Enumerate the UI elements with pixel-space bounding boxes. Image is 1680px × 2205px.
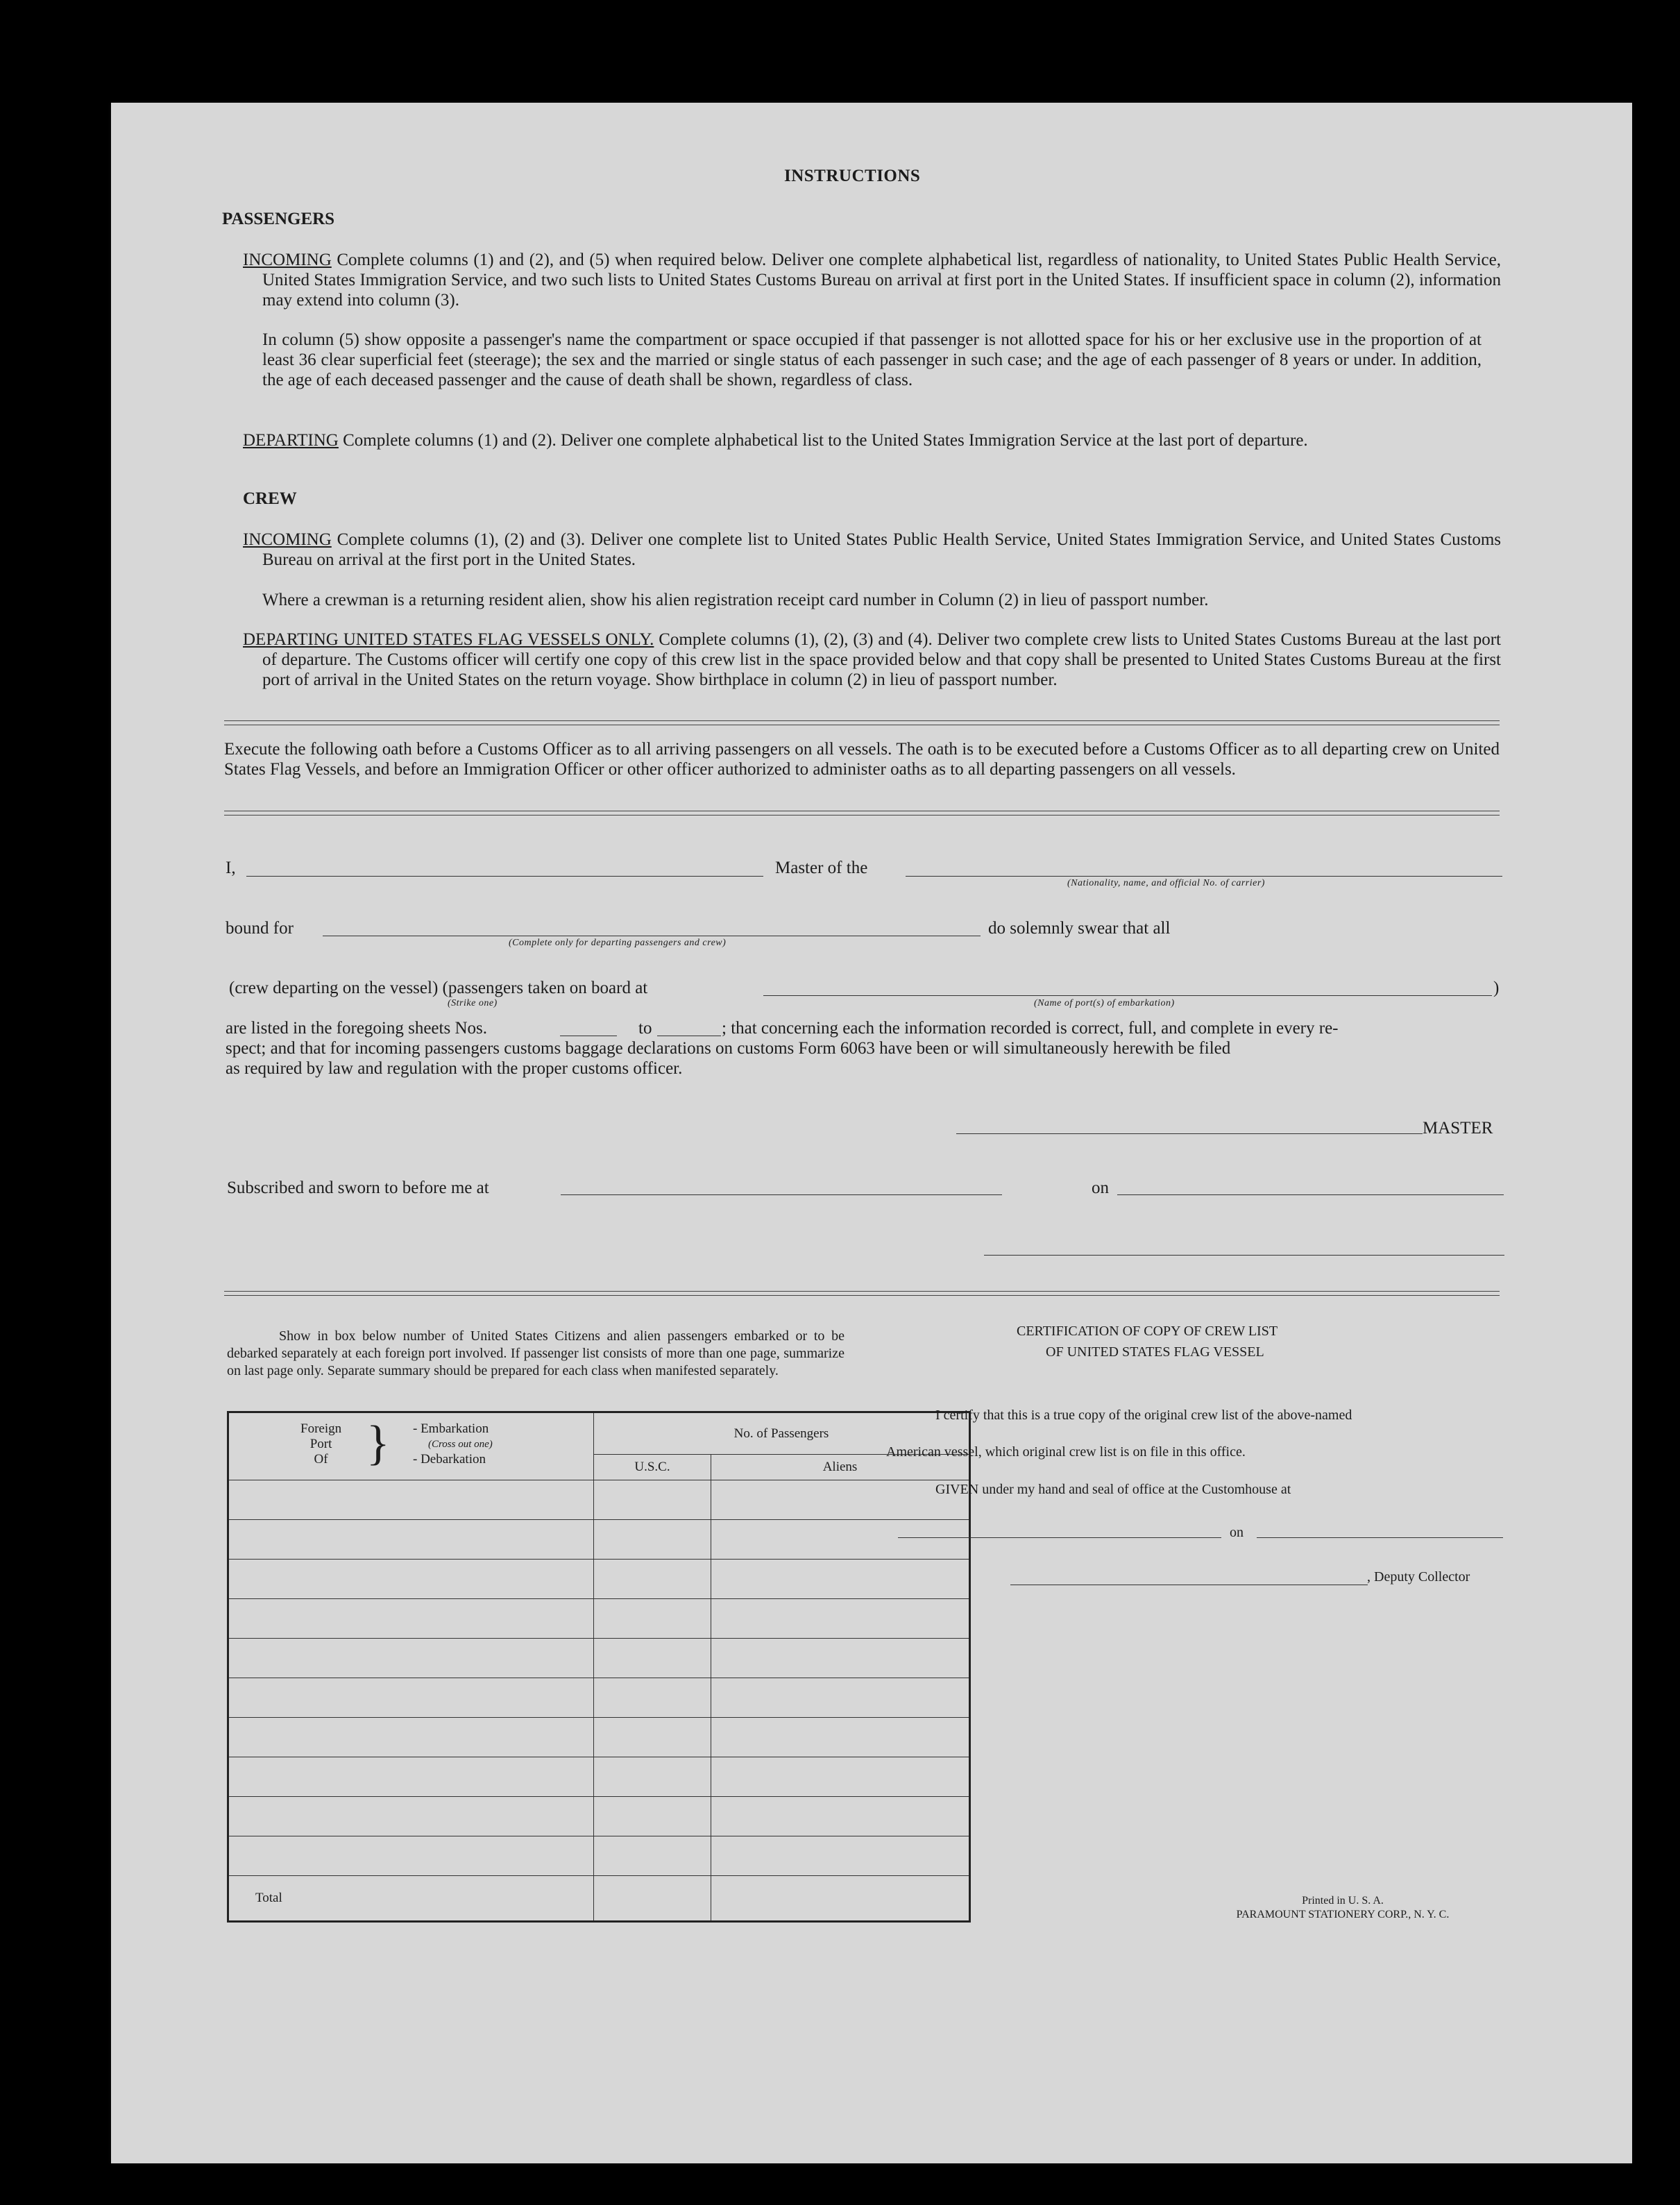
aliens-cell[interactable]	[711, 1836, 970, 1876]
master-label: MASTER	[1423, 1119, 1493, 1138]
port-cell[interactable]	[228, 1678, 594, 1718]
crew-departing-label: (crew departing on the vessel) (passengers taken on board at	[229, 979, 648, 997]
bound-for-caption: (Complete only for departing passengers and crew)	[509, 938, 727, 948]
subscribed-date-line[interactable]	[1117, 1194, 1504, 1195]
crew-departing-lead: DEPARTING UNITED STATES FLAG VESSELS ONLY.	[243, 630, 654, 649]
bound-for-label: bound for	[226, 919, 294, 938]
separator-rule	[224, 720, 1500, 725]
close-paren: )	[1493, 979, 1500, 997]
subscribed-label: Subscribed and sworn to before me at	[227, 1178, 489, 1197]
usc-cell[interactable]	[594, 1757, 711, 1797]
total-label: Total	[228, 1876, 594, 1922]
of-label: Of	[314, 1452, 328, 1467]
port-cell[interactable]	[228, 1599, 594, 1639]
passengers-departing-paragraph	[243, 430, 1501, 450]
certify-text-2: American vessel, which original crew list is on file in this office.	[886, 1444, 1246, 1460]
passengers-incoming-paragraph	[243, 250, 1501, 310]
usc-cell[interactable]	[594, 1797, 711, 1836]
aliens-cell[interactable]	[711, 1599, 970, 1639]
crew-crewman-paragraph: Where a crewman is a returning resident alien, show his alien registration receipt card number in Column (2) in lieu of passport number.	[262, 591, 1209, 609]
crew-incoming-text: Complete columns (1), (2) and (3). Deliver one complete list to United States Public Health Service, United States Immigration Service, and United States Customs Bureau on arrival at the first port in the United States.	[262, 530, 1501, 569]
usc-cell[interactable]	[594, 1480, 711, 1520]
passenger-summary-table	[227, 1411, 971, 1923]
table-row	[228, 1599, 970, 1639]
usc-total-cell[interactable]	[594, 1876, 711, 1922]
passengers-incoming-lead: INCOMING	[243, 251, 332, 269]
master-name-line[interactable]	[246, 876, 763, 877]
strike-one-caption: (Strike one)	[448, 998, 498, 1008]
instructions-title: INSTRUCTIONS	[784, 167, 921, 185]
usc-cell[interactable]	[594, 1718, 711, 1757]
aliens-cell[interactable]	[711, 1757, 970, 1797]
table-row	[228, 1480, 970, 1520]
carrier-line[interactable]	[906, 876, 1502, 877]
certification-title-1: CERTIFICATION OF COPY OF CREW LIST	[1017, 1324, 1278, 1339]
deputy-collector-label: , Deputy Collector	[1367, 1569, 1470, 1585]
master-of-the-label: Master of the	[775, 859, 868, 877]
passengers-incoming-text: Complete columns (1) and (2), and (5) when required below. Deliver one complete alphabetical list, regardless of nationality, to United States Public Health Service, United States Immigration Service, and two such lists to United States Customs Bureau on arrival at first port in the United States. If insufficient space in column (2), information may extend into column (3).	[262, 251, 1501, 310]
aliens-cell[interactable]	[711, 1520, 970, 1560]
port-cell[interactable]	[228, 1560, 594, 1599]
certify-text-1: I certify that this is a true copy of the original crew list of the above-named	[935, 1408, 1352, 1423]
passengers-column5-paragraph: In column (5) show opposite a passenger's name the compartment or space occupied if that passenger is not allotted space for his or her exclusive use in the proportion of at least 36 clear superficial feet (steerage); the sex and the married or single status of each passenger in such case; and the age of each passenger of 8 years or under. In addition, the age of each deceased passenger and the cause of death shall be shown, regardless of class.	[262, 330, 1482, 389]
table-row	[228, 1718, 970, 1757]
listed-text-3: as required by law and regulation with the proper customs officer.	[226, 1059, 683, 1078]
aliens-cell[interactable]	[711, 1678, 970, 1718]
oath-i-label: I,	[226, 859, 236, 877]
usc-cell[interactable]	[594, 1520, 711, 1560]
aliens-cell[interactable]	[711, 1797, 970, 1836]
table-row	[228, 1639, 970, 1678]
cross-out-label: (Cross out one)	[428, 1439, 493, 1450]
aliens-cell[interactable]	[711, 1480, 970, 1520]
master-signature-line[interactable]	[956, 1133, 1423, 1134]
foreign-port-header	[228, 1412, 594, 1480]
passengers-departing-text: Complete columns (1) and (2). Deliver one complete alphabetical list to the United States Immigration Service at the last port of departure.	[338, 431, 1308, 450]
aliens-cell[interactable]	[711, 1639, 970, 1678]
usc-cell[interactable]	[594, 1560, 711, 1599]
aliens-total-cell[interactable]	[711, 1876, 970, 1922]
table-row	[228, 1797, 970, 1836]
aliens-cell[interactable]	[711, 1718, 970, 1757]
given-text: GIVEN under my hand and seal of office at the Customhouse at	[935, 1482, 1291, 1497]
table-row	[228, 1678, 970, 1718]
aliens-header: Aliens	[711, 1455, 970, 1480]
port-embarkation-line[interactable]	[763, 995, 1492, 996]
port-cell[interactable]	[228, 1639, 594, 1678]
embarkation-label: - Embarkation	[413, 1421, 489, 1436]
solemnly-swear-label: do solemnly swear that all	[988, 919, 1171, 938]
cert-on-label: on	[1230, 1525, 1244, 1540]
passengers-departing-lead: DEPARTING	[243, 431, 339, 450]
printer-imprint	[1180, 1894, 1506, 1922]
subscribed-place-line[interactable]	[561, 1194, 1002, 1195]
table-row	[228, 1520, 970, 1560]
port-cell[interactable]	[228, 1718, 594, 1757]
aliens-cell[interactable]	[711, 1560, 970, 1599]
nationality-caption: (Nationality, name, and official No. of carrier)	[1067, 878, 1265, 888]
port-cell[interactable]	[228, 1797, 594, 1836]
total-row	[228, 1876, 970, 1922]
listed-sheets-label: are listed in the foregoing sheets Nos.	[226, 1019, 487, 1038]
listed-to-label: to	[638, 1019, 652, 1038]
customhouse-line[interactable]	[898, 1537, 1221, 1538]
no-of-passengers-header: No. of Passengers	[594, 1412, 970, 1455]
crew-incoming-lead: INCOMING	[243, 530, 332, 549]
table-row	[228, 1560, 970, 1599]
table-row	[228, 1757, 970, 1797]
subscribed-on-label: on	[1092, 1178, 1109, 1197]
passengers-heading: PASSENGERS	[222, 210, 335, 228]
crew-incoming-paragraph	[243, 530, 1501, 570]
listed-text-1: ; that concerning each the information recorded is correct, full, and complete in every re-	[722, 1019, 1339, 1038]
separator-rule	[224, 811, 1500, 816]
printer-line-1: Printed in U. S. A.	[1302, 1895, 1384, 1907]
port-caption: (Name of port(s) of embarkation)	[1034, 998, 1175, 1008]
port-cell[interactable]	[228, 1757, 594, 1797]
debarkation-label: - Debarkation	[413, 1452, 486, 1467]
crew-heading: CREW	[243, 489, 297, 508]
crew-departing-text: Complete columns (1), (2), (3) and (4). Deliver two complete crew lists to United States Customs Bureau at the last port of departure. The Customs officer will certify one copy of this crew list in the space provided below and that copy shall be presented to United States Customs Bureau at the first port of arrival in the United States on the return voyage. Show birthplace in column (2) in lieu of passport number.	[262, 630, 1501, 689]
summary-note: Show in box below number of United States Citizens and alien passengers embarked or to be debarked separately at each foreign port involved. If passenger list consists of more than one page, summarize on last page only. Separate summary should be prepared for each class when manifested separately.	[227, 1328, 845, 1378]
oath-intro-paragraph: Execute the following oath before a Customs Officer as to all arriving passengers on all vessels. The oath is to be executed before a Customs Officer as to all departing crew on United States Flag Vessels, and before an Immigration Officer or other officer authorized to administer oaths as to all departing passengers on all vessels.	[224, 740, 1500, 779]
printer-line-2: PARAMOUNT STATIONERY CORP., N. Y. C.	[1236, 1909, 1450, 1920]
brace-symbol: }	[366, 1417, 390, 1470]
port-label: Port	[309, 1437, 332, 1451]
usc-cell[interactable]	[594, 1599, 711, 1639]
usc-cell[interactable]	[594, 1639, 711, 1678]
usc-cell[interactable]	[594, 1678, 711, 1718]
separator-rule	[224, 1291, 1500, 1296]
officer-signature-line[interactable]	[984, 1255, 1504, 1256]
listed-text-2: spect; and that for incoming passengers customs baggage declarations on customs Form 6063 have been or will simultaneously herewith be filed	[226, 1039, 1231, 1058]
usc-header: U.S.C.	[594, 1455, 711, 1480]
table-row	[228, 1836, 970, 1876]
port-cell[interactable]	[228, 1480, 594, 1520]
port-cell[interactable]	[228, 1836, 594, 1876]
usc-cell[interactable]	[594, 1836, 711, 1876]
certification-title-2: OF UNITED STATES FLAG VESSEL	[1046, 1344, 1264, 1360]
port-cell[interactable]	[228, 1520, 594, 1560]
foreign-label: Foreign	[300, 1421, 342, 1436]
cert-date-line[interactable]	[1257, 1537, 1503, 1538]
crew-departing-paragraph	[243, 630, 1501, 690]
